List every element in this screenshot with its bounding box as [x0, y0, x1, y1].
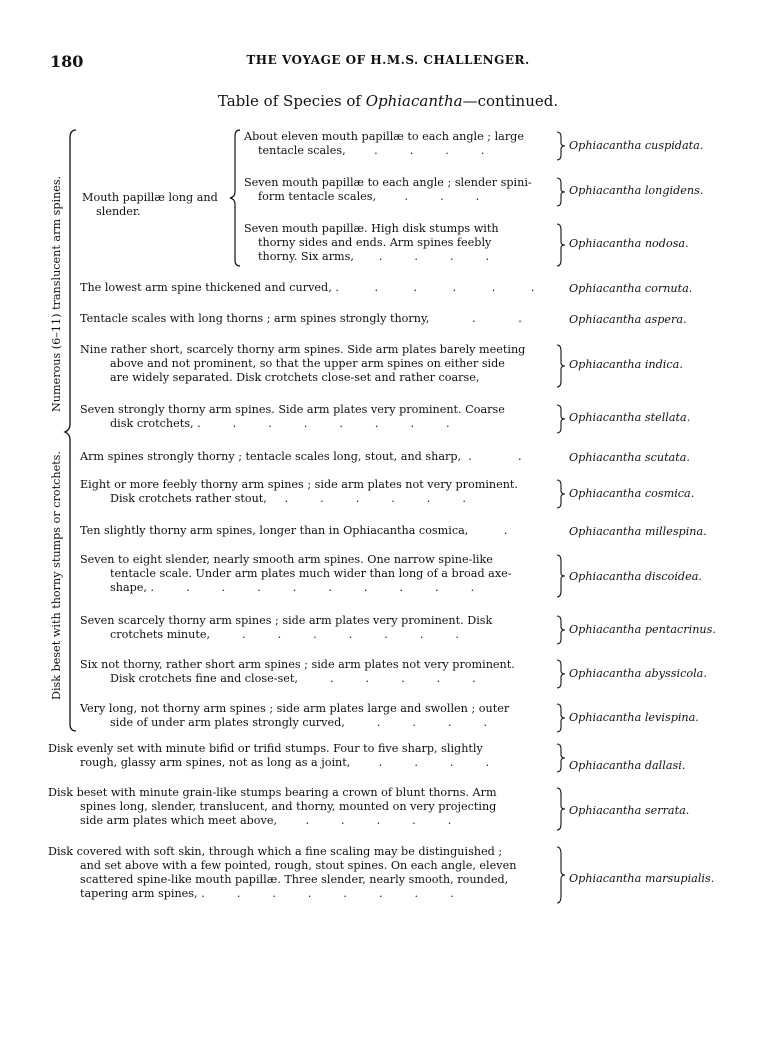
row-indica-line-3: are widely separated. Disk crotchets close-set and rather coarse, — [110, 371, 480, 384]
row-cosmica-line-2: Disk crotchets rather stout, . . . . . . — [110, 492, 466, 505]
row-discoidea-line-3: shape, . . . . . . . . . . — [110, 581, 475, 594]
row-serrata-brace — [555, 786, 567, 832]
mouth-group-label-2: slender. — [96, 205, 141, 218]
mouth-row-2-brace — [555, 176, 567, 208]
mouth-row-1-brace — [555, 130, 567, 162]
running-head: THE VOYAGE OF H.M.S. CHALLENGER. — [246, 53, 530, 67]
row-cosmica-line-1: Eight or more feebly thorny arm spines ; side arm plates not very prominent. — [80, 478, 518, 491]
row-stellata-line-2: disk crotchets, . . . . . . . . — [110, 417, 450, 430]
species-levispina: Ophiacantha levispina. — [569, 711, 699, 724]
row-dallasi-line-2: rough, glassy arm spines, not as long as a joint, . . . . — [80, 756, 490, 769]
side-label-disk-beset: Disk beset with thorny stumps or crotchets. — [50, 451, 63, 700]
page-number: 180 — [50, 52, 84, 71]
row-millespina-text: Ten slightly thorny arm spines, longer than in Ophiacantha cosmica, . — [80, 524, 508, 537]
row-stellata-line-1: Seven strongly thorny arm spines. Side arm plates very prominent. Coarse — [80, 403, 505, 416]
species-abyssicola: Ophiacantha abyssicola. — [569, 667, 707, 680]
row-levispina-brace — [555, 702, 567, 734]
table-title-prefix: Table of Species of — [217, 92, 366, 110]
mouth-group-brace — [228, 128, 242, 268]
species-nodosa: Ophiacantha nodosa. — [569, 237, 689, 250]
row-marsupialis-line-4: tapering arm spines, . . . . . . . . — [80, 887, 454, 900]
species-discoidea: Ophiacantha discoidea. — [569, 570, 702, 583]
mouth-row-1-line-2: tentacle scales, . . . . — [258, 144, 485, 157]
row-stellata-brace — [555, 403, 567, 435]
row-dallasi-brace — [555, 742, 567, 774]
species-scutata: Ophiacantha scutata. — [569, 451, 690, 464]
species-longidens: Ophiacantha longidens. — [569, 184, 704, 197]
table-title — [0, 92, 776, 110]
species-cosmica: Ophiacantha cosmica. — [569, 487, 695, 500]
row-pentacrinus-line-1: Seven scarcely thorny arm spines ; side arm plates very prominent. Disk — [80, 614, 493, 627]
row-indica-brace — [555, 343, 567, 389]
row-marsupialis-brace — [555, 845, 567, 905]
row-cosmica-brace — [555, 478, 567, 510]
species-marsupialis: Ophiacantha marsupialis. — [569, 872, 715, 885]
row-abyssicola-line-1: Six not thorny, rather short arm spines ; side arm plates not very prominent. — [80, 658, 515, 671]
row-abyssicola-brace — [555, 658, 567, 690]
row-discoidea-brace — [555, 553, 567, 599]
row-serrata-line-3: side arm plates which meet above, . . . . . — [80, 814, 452, 827]
species-stellata: Ophiacantha stellata. — [569, 411, 691, 424]
row-abyssicola-line-2: Disk crotchets fine and close-set, . . . . . — [110, 672, 476, 685]
row-aspera-text: Tentacle scales with long thorns ; arm spines strongly thorny, . . — [80, 312, 522, 325]
species-aspera: Ophiacantha aspera. — [569, 313, 687, 326]
table-title-suffix: —continued. — [462, 92, 559, 110]
row-scutata-text: Arm spines strongly thorny ; tentacle scales long, stout, and sharp, . . — [80, 450, 522, 463]
mouth-row-3-line-3: thorny. Six arms, . . . . — [258, 250, 490, 263]
mouth-row-1-line-1: About eleven mouth papillæ to each angle ; large — [244, 130, 524, 143]
species-indica: Ophiacantha indica. — [569, 358, 683, 371]
mouth-row-2-line-1: Seven mouth papillæ to each angle ; slender spini- — [244, 176, 532, 189]
row-levispina-line-2: side of under arm plates strongly curved, . . . . — [110, 716, 488, 729]
mouth-row-3-brace — [555, 222, 567, 268]
row-serrata-line-1: Disk beset with minute grain-like stumps bearing a crown of blunt thorns. Arm — [48, 786, 497, 799]
row-marsupialis-line-1: Disk covered with soft skin, through which a fine scaling may be distinguished ; — [48, 845, 503, 858]
species-millespina: Ophiacantha millespina. — [569, 525, 707, 538]
outer-brace — [60, 128, 80, 733]
row-serrata-line-2: spines long, slender, translucent, and thorny, mounted on very projecting — [80, 800, 497, 813]
row-marsupialis-line-2: and set above with a few pointed, rough, stout spines. On each angle, eleven — [80, 859, 517, 872]
row-discoidea-line-2: tentacle scale. Under arm plates much wider than long of a broad axe- — [110, 567, 512, 580]
row-cornuta-text: The lowest arm spine thickened and curved, . . . . . . — [80, 281, 535, 294]
species-serrata: Ophiacantha serrata. — [569, 804, 690, 817]
row-indica-line-1: Nine rather short, scarcely thorny arm spines. Side arm plates barely meeting — [80, 343, 526, 356]
row-marsupialis-line-3: scattered spine-like mouth papillæ. Three slender, nearly smooth, rounded, — [80, 873, 509, 886]
mouth-row-3-line-1: Seven mouth papillæ. High disk stumps with — [244, 222, 499, 235]
row-discoidea-line-1: Seven to eight slender, nearly smooth arm spines. One narrow spine-like — [80, 553, 493, 566]
species-cornuta: Ophiacantha cornuta. — [569, 282, 693, 295]
species-dallasi: Ophiacantha dallasi. — [569, 759, 686, 772]
row-pentacrinus-brace — [555, 614, 567, 646]
mouth-row-3-line-2: thorny sides and ends. Arm spines feebly — [258, 236, 492, 249]
mouth-row-2-line-2: form tentacle scales, . . . — [258, 190, 480, 203]
mouth-group-label-1: Mouth papillæ long and — [82, 191, 218, 204]
row-pentacrinus-line-2: crotchets minute, . . . . . . . — [110, 628, 459, 641]
row-dallasi-line-1: Disk evenly set with minute bifid or trifid stumps. Four to five sharp, slightly — [48, 742, 483, 755]
table-title-genus: Ophiacantha — [365, 92, 463, 110]
side-label-numerous: Numerous (6–11) translucent arm spines. — [50, 175, 63, 412]
row-indica-line-2: above and not prominent, so that the upper arm spines on either side — [110, 357, 505, 370]
row-levispina-line-1: Very long, not thorny arm spines ; side arm plates large and swollen ; outer — [80, 702, 510, 715]
species-cuspidata: Ophiacantha cuspidata. — [569, 139, 704, 152]
species-pentacrinus: Ophiacantha pentacrinus. — [569, 623, 716, 636]
